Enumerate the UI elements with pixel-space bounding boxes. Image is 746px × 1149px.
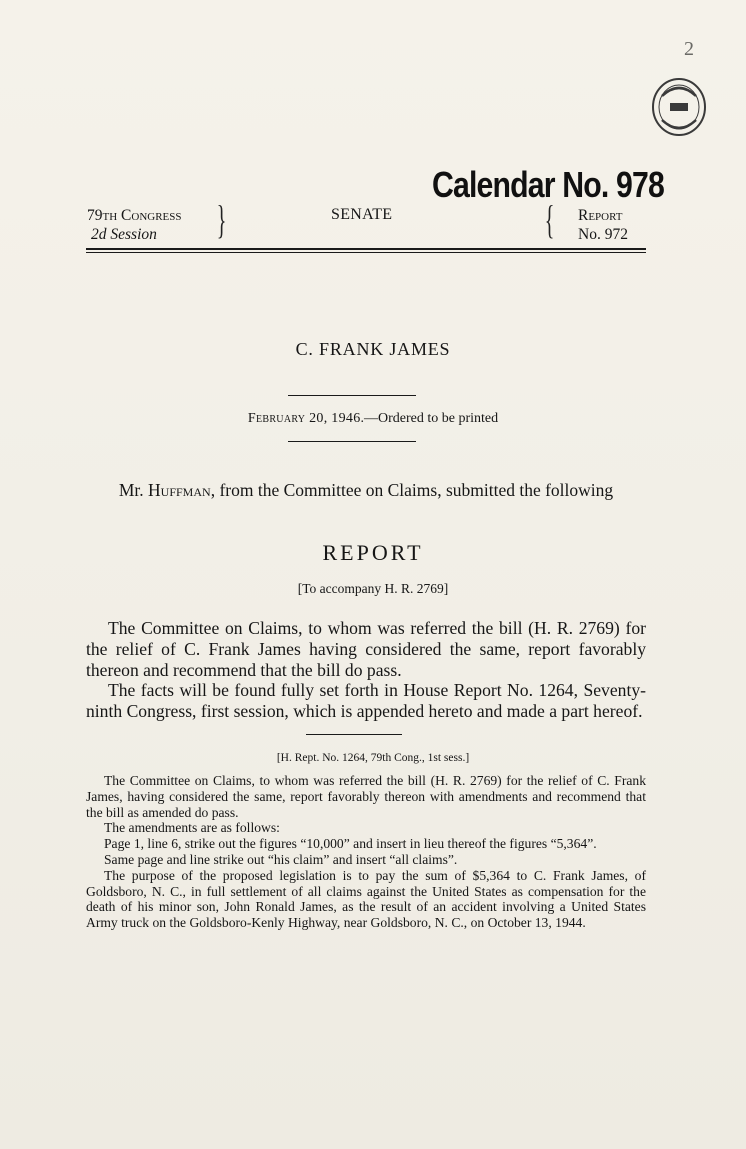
title-rule (288, 395, 416, 396)
right-brace: { (544, 197, 555, 242)
library-stamp (650, 76, 708, 138)
house-paragraph: The amendments are as follows: (104, 820, 280, 836)
house-report-body (86, 773, 646, 931)
submitter-name: Huffman (148, 480, 211, 500)
submitter-prefix: Mr. (118, 480, 149, 500)
house-report-reference: [H. Rept. No. 1264, 79th Cong., 1st sess.] (276, 752, 470, 764)
body-paragraph: The Committee on Claims, to whom was referred the bill (H. R. 2769) for the relief of C. Frank James having considered the same, report favorably thereon and recommend that the bill do pass. (86, 618, 646, 680)
ordered-date: February 20, 1946 (247, 411, 361, 426)
submitter-text: , from the Committee on Claims, submitted the following (210, 480, 614, 500)
document-title: C. FRANK JAMES (295, 339, 451, 359)
body-paragraph: The facts will be found fully set forth in House Report No. 1264, Seventy-ninth Congress, first session, which is appended hereto and made a part hereof. (86, 680, 646, 722)
house-paragraph: The Committee on Claims, to whom was referred the bill (H. R. 2769) for the relief of C. Frank James, having considered the same, report favorably thereon with amendments and recommend that the bill as amended do pass. (86, 773, 646, 820)
header-rule (86, 248, 646, 250)
submitter-paragraph (86, 480, 646, 501)
congress-label: 79th Congress (87, 207, 182, 224)
chamber-label: SENATE (331, 206, 393, 223)
accompany-line: [To accompany H. R. 2769] (297, 581, 449, 596)
house-paragraph: The purpose of the proposed legislation is to pay the sum of $5,364 to C. Frank James, of Goldsboro, N. C., in full settlement of all claims against the United States as compensation for the death of his minor son, John Ronald James, as the result of an accident involving a United States Army truck on the Goldsboro-Kenly Highway, near Goldsboro, N. C., on October 13, 1944. (86, 867, 646, 931)
congress-session (87, 206, 182, 244)
report-number: No. 972 (578, 226, 628, 243)
house-paragraph: Page 1, line 6, strike out the figures “10,000” and insert in lieu thereof the figures “5,364”. (104, 836, 597, 852)
house-paragraph: Same page and line strike out “his claim” and insert “all claims”. (104, 851, 458, 867)
report-heading: REPORT (322, 540, 424, 565)
left-brace: } (216, 197, 227, 242)
section-rule (306, 734, 402, 735)
senate-report-body (86, 618, 646, 722)
header-rule-thin (86, 252, 646, 253)
date-rule (288, 441, 416, 442)
ordered-line (0, 411, 746, 427)
session-label: 2d Session (91, 226, 157, 243)
ordered-text: .—Ordered to be printed (360, 411, 499, 426)
report-number-block (578, 206, 628, 244)
calendar-number: Calendar No. 978 (432, 164, 664, 205)
page-number: 2 (684, 38, 694, 60)
report-word: Report (578, 207, 623, 224)
